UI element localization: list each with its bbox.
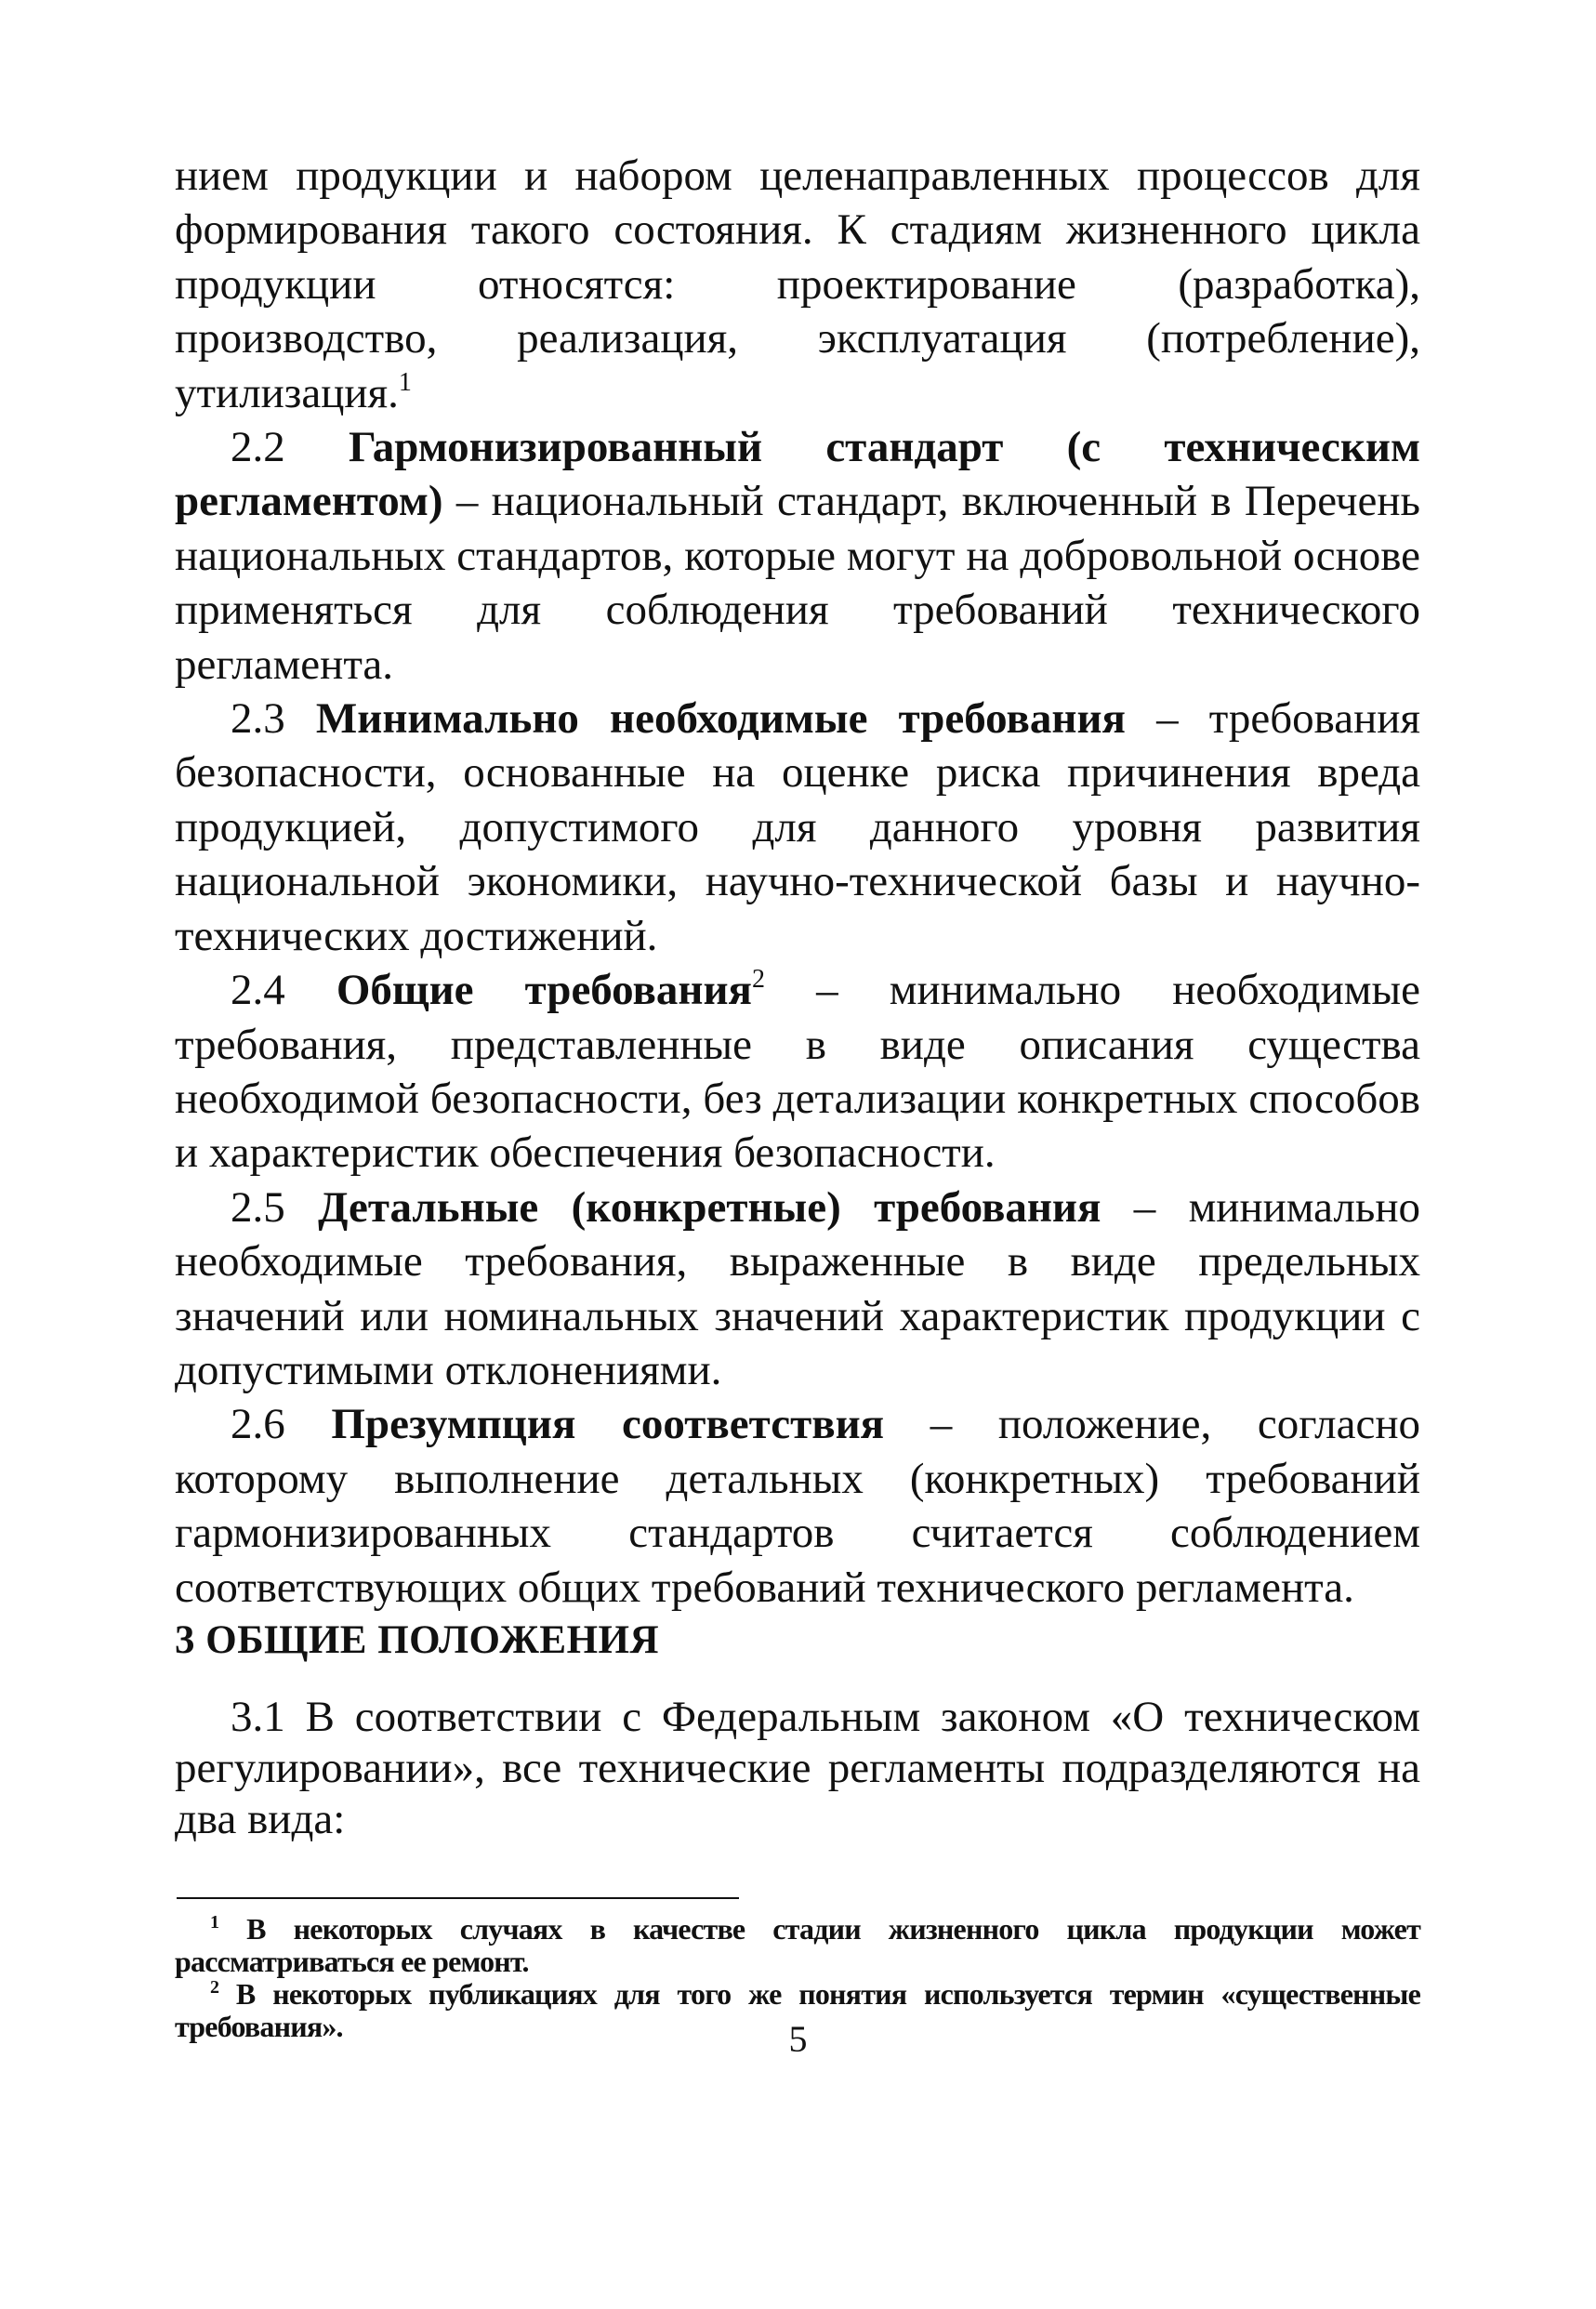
definition-term: Гармонизированный стандарт (с техническим регламентом) xyxy=(175,423,1420,526)
definition-item: 2.6 Презумпция соответствия – положение, согласно которому выполнение детальных (конкретных) требований гармонизированных стандартов считается соблюдением соответствующих общих требований технического регламента. xyxy=(175,1400,1420,1612)
page-number: 5 xyxy=(788,2018,808,2060)
definition-item: 2.2 Гармонизированный стандарт (с техническим регламентом) – национальный стандарт, включенный в Перечень национальных стандартов, которые могут на добровольной основе применяться для соблюдения требований технического регламента. xyxy=(175,423,1420,689)
definition-item: 2.5 Детальные (конкретные) требования – минимально необходимые требования, выраженные в виде предельных значений или номинальных значений характеристик продукции с допустимыми отклонениями. xyxy=(175,1182,1421,1394)
section-paragraph: 3.1 В соответствии с Федеральным законом «О техническом регулировании», все технические регламенты подразделяются на два вида: xyxy=(175,1693,1420,1843)
footnote: $^2$ В некоторых публикациях для того же понятия используется термин «существенные требования». xyxy=(175,1977,1420,2043)
footnote: $^1$ В некоторых случаях в качестве стадии жизненного цикла продукции может рассматриваться ее ремонт. xyxy=(175,1912,1420,1978)
definition-term: Минимально необходимые требования xyxy=(315,694,1126,744)
section-heading: 3 ОБЩИЕ ПОЛОЖЕНИЯ xyxy=(175,1618,660,1662)
definition-term: Презумпция соответствия xyxy=(331,1400,885,1449)
definition-term: Детальные (конкретные) требования xyxy=(318,1182,1101,1232)
footnote-separator xyxy=(177,1897,739,1899)
footnote-ref: 1 xyxy=(398,367,412,397)
footnote-ref: 2 xyxy=(751,965,765,995)
section-body xyxy=(175,1692,1420,1845)
body-text xyxy=(175,149,1420,1615)
definition-item: 2.4 Общие требования$^2$ – минимально необходимые требования, представленные в виде описания существа необходимой безопасности, без детализации конкретных способов и характеристик обеспечения безопасности. xyxy=(175,965,1420,1178)
definition-term: Общие требования xyxy=(336,966,752,1015)
intro-paragraph: нием продукции и набором целенаправленных процессов для формирования такого состояния. К стадиям жизненного цикла продукции относятся: проектирование (разработка), производство, реализация, эксплуатация (потребление), утилизация.$^1$ xyxy=(175,152,1420,417)
definition-item: 2.3 Минимально необходимые требования – требования безопасности, основанные на оценке риска причинения вреда продукцией, допустимого для данного уровня развития национальной экономики, научно-технической базы и научно-технических достижений. xyxy=(175,694,1420,960)
